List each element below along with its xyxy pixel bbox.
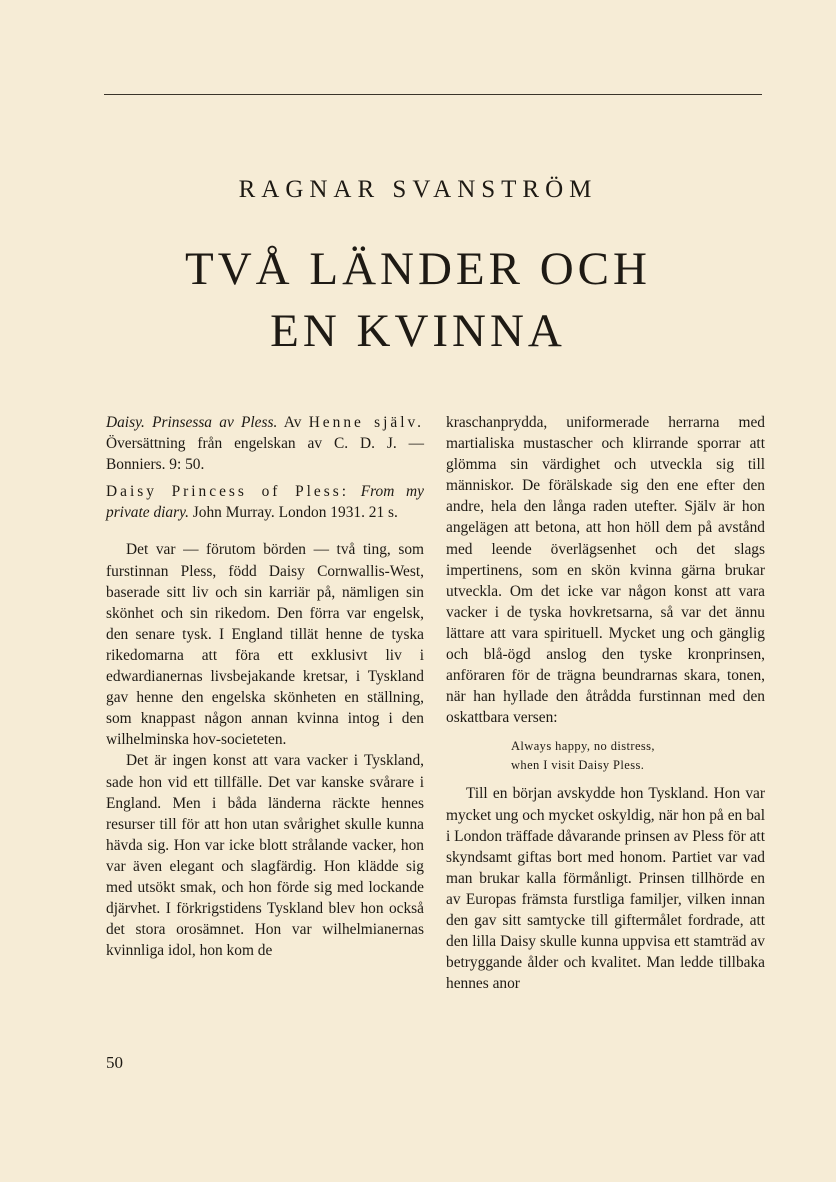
title-line-1: TVÅ LÄNDER OCH <box>185 243 651 295</box>
right-column <box>446 412 765 994</box>
page-number: 50 <box>106 1053 123 1072</box>
reference-1: Daisy. Prinsessa av Pless. Av Henne själv. Översättning från engelskan av C. D. J. — Bonniers. 9: 50. <box>106 414 425 474</box>
ref2-title: From my private diary. <box>106 483 424 522</box>
paragraph-2: Det är ingen konst att vara vacker i Tyskland, sade hon vid ett tillfälle. Det var kanske svårare i England. Men i båda länderna räckte hennes resurser till för att hon utan svårighet skulle kunna hävda sig. Hon var icke blott strålande vacker, hon var även elegant och slagfärdig. Hon klädde sig med utsökt smak, och hon förde sig med lockande djärvhet. I förkrigstidens Tyskland blev hon också det stora orosämnet. Hon var wilhelmianernas kvinnliga idol, hon kom de <box>106 752 424 960</box>
paragraph-1: Det var — förutom börden — två ting, som furstinnan Pless, född Daisy Cornwallis-West, baserade sitt liv och sin karriär på, nämligen sin skönhet och sin rikedom. Den förra var engelsk, den senare tysk. I England tillät henne de tyska rikedomarna att föra ett exklusivt liv i edwardianernas livsbejakande kretsar, i Tyskland gav henne den engelska skönheten en ställning, som knappast någon annan kvinna intog i den wilhelminska hov-societeten. <box>106 541 424 749</box>
author-name: RAGNAR SVANSTRÖM <box>238 176 598 203</box>
reference-2: Daisy Princess of Pless: From my private diary. John Murray. London 1931. 21 s. <box>106 483 424 522</box>
ref1-title: Daisy. Prinsessa av Pless. <box>106 414 278 431</box>
article-title <box>0 238 836 362</box>
paragraph-3: kraschanprydda, uniformerade herrarna med martialiska mustascher och klirrande sporrar att glömma sin värdighet och utveckla sig till människor. De förälskade sig den ene efter den andre, hela den långa raden utefter. Själv är hon angelägen att betona, att hon höll dem på avstånd med leende överlägsenhet och det slags impertinens, som en skön kvinna gärna brukar utveckla. Om det icke var någon konst att vara vacker i de tyska hovkretsarna, så var det ännu lättare att vara spirituell. Mycket ung och gänglig och blå-ögd anslog den tyske kronprinsen, anföraren för de trägna beundrarnas skara, tonen, när han hyllade den åtrådda furstinnan med den oskattbara versen: <box>446 414 765 727</box>
paragraph-4: Till en början avskydde hon Tyskland. Hon var mycket ung och mycket oskyldig, när hon på en bal i London träffade dåvarande prinsen av Pless för att skyndsamt giftas bort med honom. Partiet var vad man brukar kalla förmånligt. Prinsen tillhörde en av Europas främsta furstliga familjer, vilken innan den gav sitt samtycke till giftermålet fordrade, att den lilla Daisy skulle kunna uppvisa ett stamträd av betryggande ålder och kvalitet. Man ledde tillbaka hennes anor <box>446 785 765 993</box>
left-column <box>106 412 424 961</box>
header-rule <box>104 94 762 95</box>
title-line-2: EN KVINNA <box>270 305 566 357</box>
verse-quote: Always happy, no distress, when I visit Daisy Pless. <box>511 739 655 773</box>
